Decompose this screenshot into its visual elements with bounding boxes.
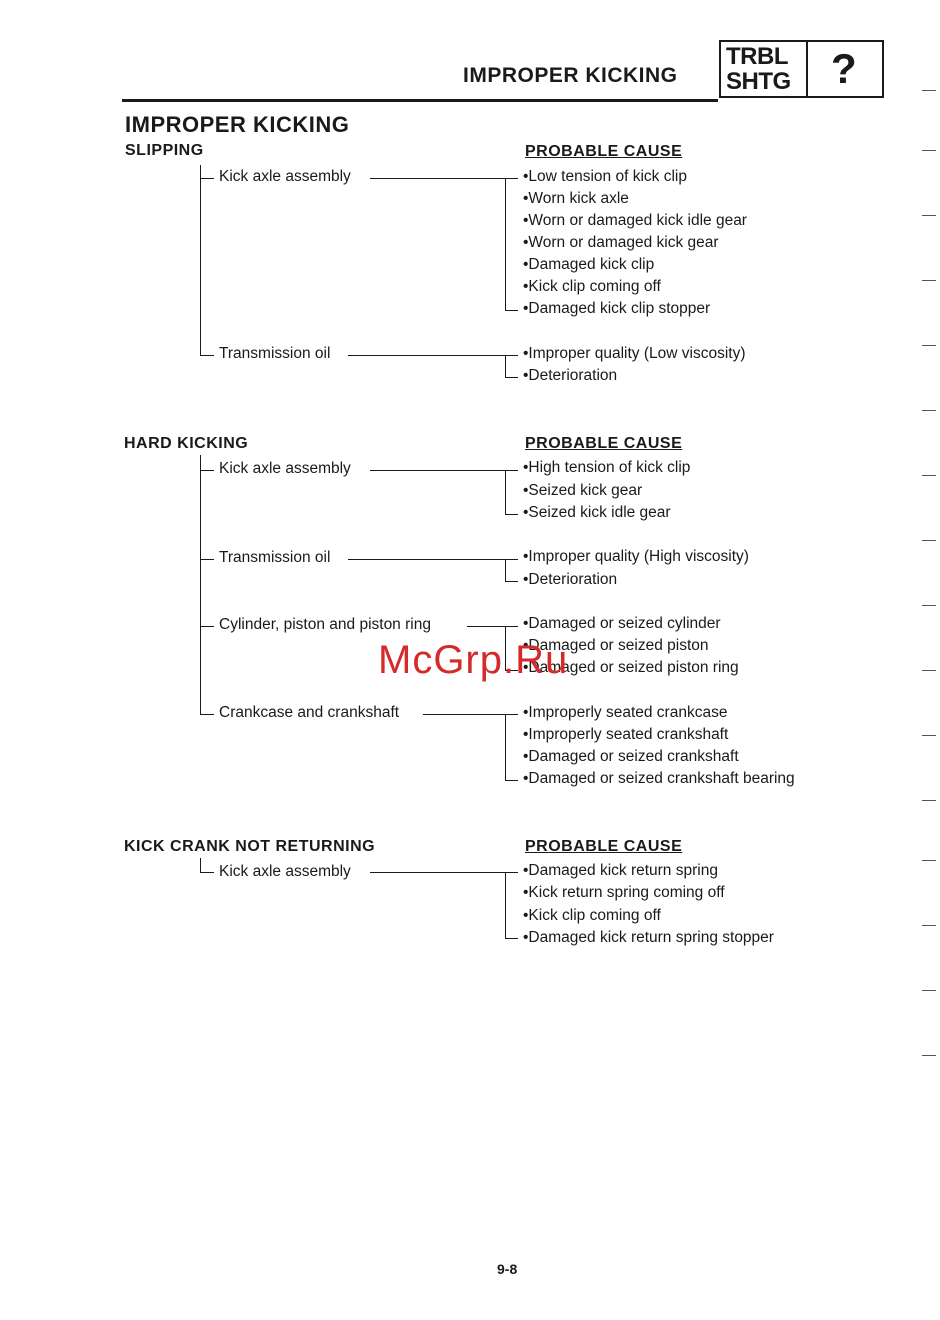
cause-item: •Worn kick axle (523, 190, 629, 207)
page-number: 9-8 (497, 1261, 518, 1277)
cause-item: •Seized kick idle gear (523, 504, 671, 521)
cause-bracket-end (505, 581, 518, 582)
cause-bracket-end (505, 310, 518, 311)
gutter-mark (922, 540, 936, 541)
item-crankcase-crankshaft: Crankcase and crankshaft (219, 704, 400, 721)
section-title-slipping: SLIPPING (125, 142, 204, 159)
cause-item: •Damaged or seized crankshaft bearing (523, 770, 795, 787)
branch-tick (200, 470, 214, 471)
gutter-mark (922, 860, 936, 861)
connector-line (370, 178, 518, 179)
gutter-mark (922, 150, 936, 151)
section-title-hard-kicking: HARD KICKING (124, 435, 249, 452)
cause-bracket-end (505, 514, 518, 515)
gutter-mark (922, 735, 936, 736)
section-title-kick-crank-not-returning: KICK CRANK NOT RETURNING (124, 838, 376, 855)
cause-bracket (505, 559, 506, 582)
branch-tick (200, 714, 214, 715)
cause-bracket (505, 714, 506, 781)
branch-tick (200, 626, 214, 627)
cause-bracket-end (505, 938, 518, 939)
tree-trunk (200, 455, 201, 714)
gutter-mark (922, 670, 936, 671)
badge-divider (806, 42, 808, 96)
cause-item: •Damaged or seized crankshaft (523, 748, 739, 765)
watermark: McGrp.Ru (378, 638, 569, 682)
cause-item: •Damaged kick clip stopper (523, 300, 711, 317)
header-rule (122, 99, 718, 102)
trbl-shtg-badge (719, 40, 884, 98)
cause-item: •Deterioration (523, 571, 618, 588)
cause-item: •Kick clip coming off (523, 907, 661, 924)
probable-cause-heading: PROBABLE CAUSE (525, 838, 683, 855)
probable-cause-heading: PROBABLE CAUSE (525, 143, 683, 160)
gutter-mark (922, 215, 936, 216)
gutter-mark (922, 90, 936, 91)
cause-item: •Deterioration (523, 367, 618, 384)
gutter-mark (922, 1055, 936, 1056)
badge-label (726, 44, 791, 94)
cause-item: •Damaged or seized piston (523, 637, 709, 654)
cause-item: •Improperly seated crankcase (523, 704, 728, 721)
gutter-mark (922, 345, 936, 346)
connector-line (423, 714, 518, 715)
cause-item: •Improper quality (Low viscosity) (523, 345, 746, 362)
gutter-mark (922, 990, 936, 991)
branch-tick (200, 872, 214, 873)
item-cylinder-piston-ring: Cylinder, piston and piston ring (219, 616, 431, 633)
tree-trunk (200, 858, 201, 873)
cause-item: •Damaged kick clip (523, 256, 655, 273)
gutter-mark (922, 280, 936, 281)
branch-tick (200, 559, 214, 560)
connector-line (370, 470, 518, 471)
item-kick-axle-assembly: Kick axle assembly (219, 863, 351, 880)
badge-line-2: SHTG (726, 68, 791, 95)
header-title: IMPROPER KICKING (463, 64, 678, 87)
page-heading: IMPROPER KICKING (125, 112, 350, 137)
item-transmission-oil: Transmission oil (219, 345, 331, 362)
cause-item: •Improper quality (High viscosity) (523, 548, 749, 565)
cause-item: •Damaged or seized piston ring (523, 659, 739, 676)
connector-line (370, 872, 518, 873)
cause-item: •Worn or damaged kick gear (523, 234, 719, 251)
cause-item: •Damaged kick return spring stopper (523, 929, 774, 946)
gutter-mark (922, 605, 936, 606)
cause-bracket (505, 355, 506, 378)
cause-item: •Kick return spring coming off (523, 884, 725, 901)
connector-line (467, 626, 518, 627)
branch-tick (200, 178, 214, 179)
connector-line (348, 355, 518, 356)
cause-item: •Seized kick gear (523, 482, 643, 499)
gutter-mark (922, 925, 936, 926)
cause-bracket (505, 872, 506, 939)
cause-item: •Damaged or seized cylinder (523, 615, 721, 632)
gutter-mark (922, 475, 936, 476)
cause-item: •Damaged kick return spring (523, 862, 718, 879)
tree-trunk (200, 165, 201, 355)
branch-tick (200, 355, 214, 356)
cause-item: •Kick clip coming off (523, 278, 661, 295)
gutter-mark (922, 410, 936, 411)
cause-bracket (505, 470, 506, 515)
item-kick-axle-assembly: Kick axle assembly (219, 460, 351, 477)
gutter-mark (922, 800, 936, 801)
cause-item: •Low tension of kick clip (523, 168, 687, 185)
question-mark-icon: ? (831, 45, 857, 92)
item-kick-axle-assembly: Kick axle assembly (219, 168, 351, 185)
cause-item: •High tension of kick clip (523, 459, 691, 476)
cause-bracket (505, 178, 506, 311)
cause-bracket-end (505, 780, 518, 781)
cause-item: •Improperly seated crankshaft (523, 726, 729, 743)
badge-line-1: TRBL (726, 43, 788, 70)
item-transmission-oil: Transmission oil (219, 549, 331, 566)
connector-line (348, 559, 518, 560)
cause-item: •Worn or damaged kick idle gear (523, 212, 747, 229)
cause-bracket-end (505, 377, 518, 378)
probable-cause-heading: PROBABLE CAUSE (525, 435, 683, 452)
